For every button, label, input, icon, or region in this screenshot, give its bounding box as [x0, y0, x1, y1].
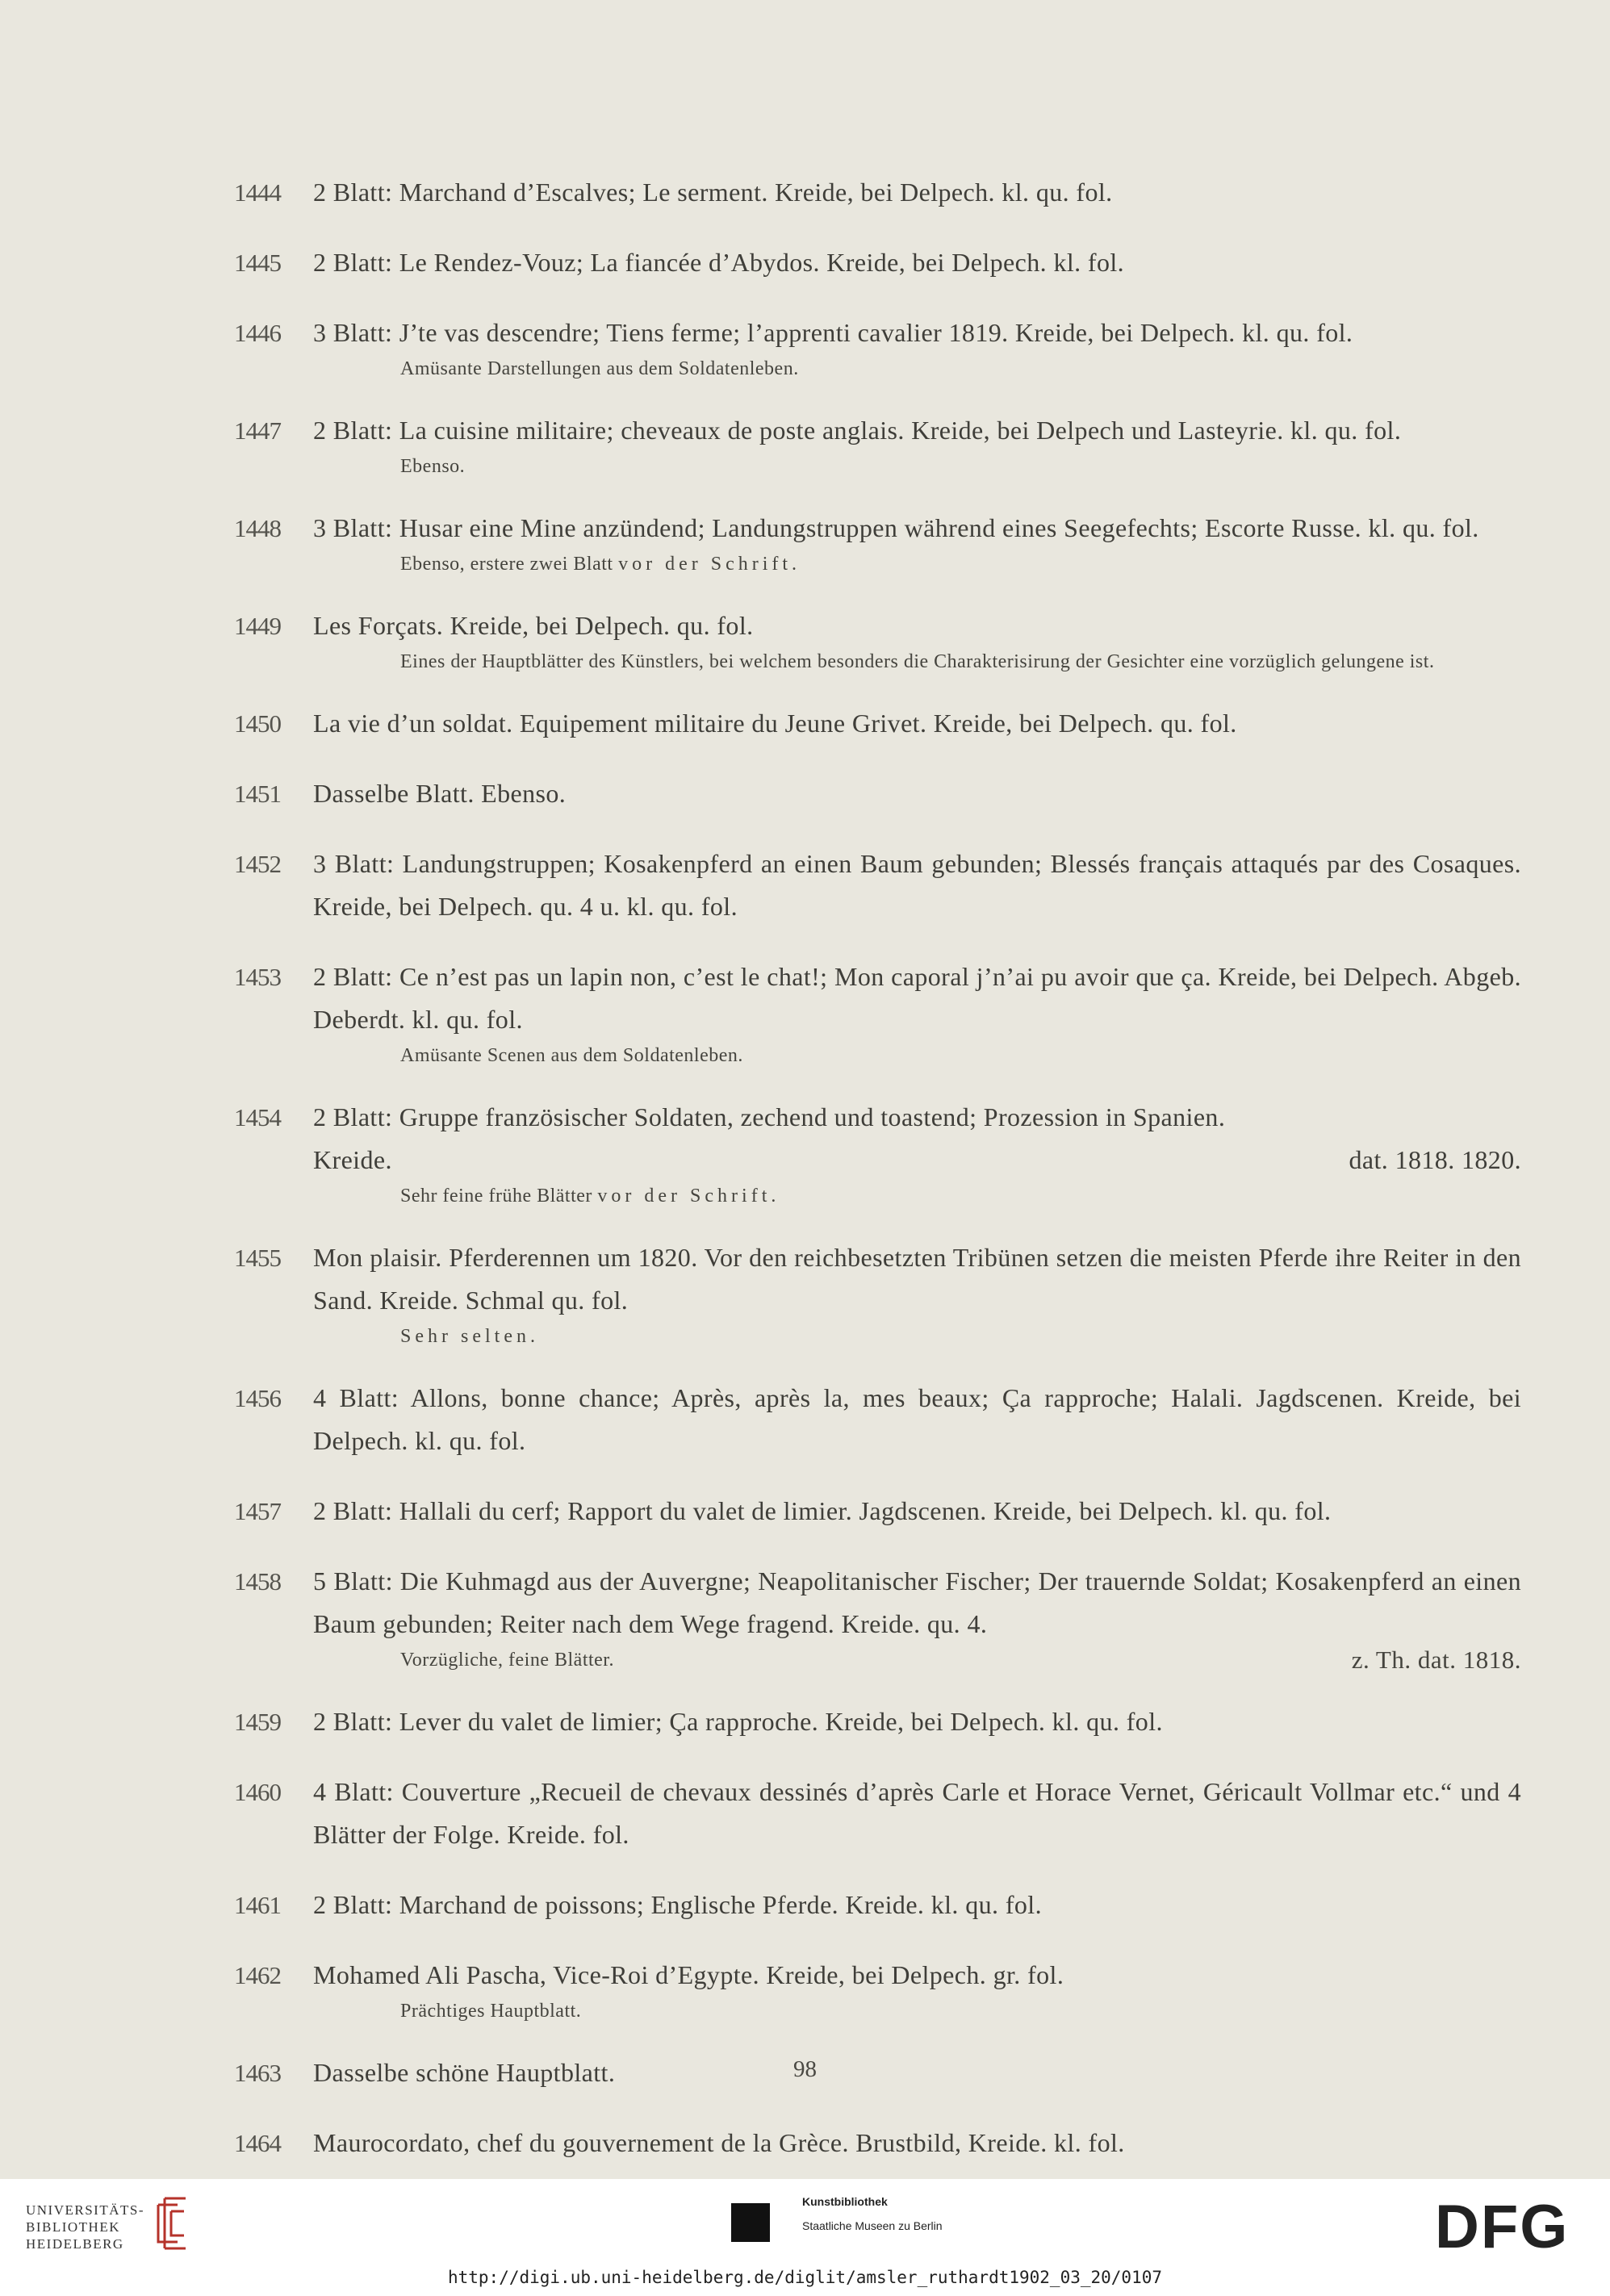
- catalog-entry: [234, 409, 1521, 479]
- entry-note-spaced: vor der Schrift.: [618, 554, 801, 575]
- entry-note: Amüsante Scenen aus dem Soldatenleben.: [400, 1045, 743, 1066]
- catalog-entry: [234, 1377, 1521, 1462]
- library-emblem-icon: [153, 2195, 189, 2252]
- catalog-entry: [234, 1771, 1521, 1856]
- catalog-entry: [234, 1560, 1521, 1673]
- kunstbibliothek-title[interactable]: Kunstbibliothek: [802, 2195, 888, 2208]
- entry-note-right: z. Th. dat. 1818.: [1351, 1646, 1521, 1674]
- entry-text: 3 Blatt: Husar eine Mine anzündend; Landungstruppen während eines Seegefechts; Escorte Russe. kl. qu. fol.: [313, 513, 1479, 542]
- entry-text: La vie d’un soldat. Equipement militaire du Jeune Grivet. Kreide, bei Delpech. qu. fol.: [313, 709, 1237, 738]
- entry-number: 1457: [234, 1497, 281, 1525]
- entry-text: 2 Blatt: Ce n’est pas un lapin non, c’est le chat!; Mon caporal j’n’ai pu avoir que ça. Kreide, bei Delpech. Abgeb. Deberdt. kl. qu. fol.: [313, 962, 1521, 1034]
- entry-number: 1456: [234, 1384, 281, 1412]
- entry-text: 3 Blatt: Landungstruppen; Kosakenpferd an einen Baum gebunden; Blessés français attaqués par des Cosaques. Kreide, bei Delpech. qu. 4 u. kl. qu. fol.: [313, 849, 1521, 921]
- entry-note: Prächtiges Hauptblatt.: [400, 2001, 582, 2022]
- entry-note: [313, 1324, 1521, 1349]
- entry-number: 1452: [234, 850, 281, 878]
- catalog-entry: [234, 507, 1521, 577]
- entry-text: 2 Blatt: Marchand d’Escalves; Le serment. Kreide, bei Delpech. kl. qu. fol.: [313, 178, 1113, 207]
- entry-text: Maurocordato, chef du gouvernement de la Grèce. Brustbild, Kreide. kl. fol.: [313, 2128, 1125, 2157]
- entry-number: 1454: [234, 1103, 281, 1131]
- entry-text: 4 Blatt: Couverture „Recueil de chevaux dessinés d’après Carle et Horace Vernet, Géricault Vollmar etc.“ und 4 Blätter der Folge. Kreide. fol.: [313, 1777, 1521, 1849]
- entry-number: 1463: [234, 2059, 281, 2087]
- entry-number: 1449: [234, 612, 281, 640]
- entry-number: 1444: [234, 178, 281, 207]
- entry-note: Ebenso.: [400, 456, 466, 477]
- entry-number: 1451: [234, 780, 281, 808]
- permalink-url[interactable]: http://digi.ub.uni-heidelberg.de/diglit/amsler_ruthardt1902_03_20/0107: [447, 2268, 1162, 2287]
- logo-line: BIBLIOTHEK: [26, 2219, 120, 2235]
- catalog-entry: [234, 956, 1521, 1069]
- entry-text: 2 Blatt: Hallali du cerf; Rapport du valet de limier. Jagdscenen. Kreide, bei Delpech. kl. qu. fol.: [313, 1496, 1332, 1525]
- entry-note-text: Ebenso, erstere zwei Blatt: [400, 554, 613, 575]
- entry-text: 3 Blatt: J’te vas descendre; Tiens ferme; l’apprenti cavalier 1819. Kreide, bei Delpech. kl. qu. fol.: [313, 318, 1353, 347]
- entry-number: 1447: [234, 416, 281, 445]
- catalog-entry: [234, 1954, 1521, 2024]
- catalog-entry: [234, 1700, 1521, 1743]
- catalog-entry: [234, 843, 1521, 928]
- entry-text: Dasselbe Blatt. Ebenso.: [313, 779, 567, 808]
- catalog-entries: [234, 171, 1521, 2192]
- entry-note: [313, 1647, 1521, 1673]
- entry-note-spaced: vor der Schrift.: [597, 1186, 780, 1207]
- entry-number: 1446: [234, 319, 281, 347]
- entry-text: 2 Blatt: La cuisine militaire; cheveaux de poste anglais. Kreide, bei Delpech und Lasteyrie. kl. qu. fol.: [313, 416, 1402, 445]
- entry-number: 1445: [234, 249, 281, 277]
- catalog-entry: [234, 702, 1521, 745]
- catalog-entry: [234, 772, 1521, 815]
- entry-text-line: [313, 1139, 1521, 1181]
- entry-number: 1455: [234, 1244, 281, 1272]
- entry-number: 1450: [234, 709, 281, 738]
- entry-number: 1448: [234, 514, 281, 542]
- entry-text: 4 Blatt: Allons, bonne chance; Après, après la, mes beaux; Ça rapproche; Halali. Jagdscenen. Kreide, bei Delpech. kl. qu. fol.: [313, 1383, 1521, 1455]
- entry-number: 1453: [234, 963, 281, 991]
- catalog-entry: [234, 1096, 1521, 1209]
- page-number: 98: [793, 2056, 817, 2082]
- entry-note: Eines der Hauptblätter des Künstlers, bei welchem besonders die Charakterisirung der Gesichter eine vorzüglich gelungene ist.: [400, 651, 1435, 672]
- entry-text: 2 Blatt: Gruppe französischer Soldaten, zechend und toastend; Prozession in Spanien.: [313, 1102, 1226, 1131]
- entry-text: Dasselbe schöne Hauptblatt.: [313, 2058, 616, 2087]
- entry-note-text: Sehr feine frühe Blätter: [400, 1186, 592, 1207]
- entry-note-spaced: Sehr selten.: [400, 1326, 539, 1347]
- dfg-logo[interactable]: DFG: [1435, 2193, 1570, 2261]
- catalog-entry: [234, 171, 1521, 214]
- entry-note: Amüsante Darstellungen aus dem Soldatenleben.: [400, 358, 799, 379]
- catalog-entry: [234, 312, 1521, 382]
- entry-number: 1461: [234, 1891, 281, 1919]
- entry-text: Les Forçats. Kreide, bei Delpech. qu. fol.: [313, 611, 754, 640]
- entry-text-right: dat. 1818. 1820.: [1349, 1145, 1521, 1174]
- entry-number: 1460: [234, 1778, 281, 1806]
- kunstbibliothek-icon: [731, 2203, 770, 2242]
- entry-number: 1464: [234, 2129, 281, 2157]
- catalog-entry: [234, 1490, 1521, 1533]
- entry-text: Mon plaisir. Pferderennen um 1820. Vor den reichbesetzten Tribünen setzen die meisten Pferde ihre Reiter in den Sand. Kreide. Schmal qu. fol.: [313, 1243, 1521, 1315]
- catalog-entry: [234, 1236, 1521, 1349]
- catalog-entry: [234, 241, 1521, 284]
- entry-note: [313, 551, 1521, 577]
- catalog-entry: [234, 2122, 1521, 2164]
- entry-text: 2 Blatt: Marchand de poissons; Englische Pferde. Kreide. kl. qu. fol.: [313, 1890, 1042, 1919]
- heidelberg-library-logo[interactable]: [26, 2202, 144, 2252]
- catalog-entry: [234, 1884, 1521, 1926]
- entry-note-text: Vorzügliche, feine Blätter.: [400, 1650, 614, 1671]
- entry-text: 5 Blatt: Die Kuhmagd aus der Auvergne; Neapolitanischer Fischer; Der trauernde Soldat; Kosakenpferd an einen Baum gebunden; Reiter nach dem Wege fragend. Kreide. qu. 4.: [313, 1566, 1521, 1638]
- entry-number: 1462: [234, 1961, 281, 1989]
- entry-text: 2 Blatt: Lever du valet de limier; Ça rapproche. Kreide, bei Delpech. kl. qu. fol.: [313, 1707, 1163, 1736]
- entry-note: [313, 1183, 1521, 1209]
- entry-number: 1459: [234, 1708, 281, 1736]
- entry-text-left: Kreide.: [313, 1145, 392, 1174]
- entry-text: Mohamed Ali Pascha, Vice-Roi d’Egypte. Kreide, bei Delpech. gr. fol.: [313, 1960, 1064, 1989]
- catalog-entry: [234, 604, 1521, 675]
- logo-line: UNIVERSITÄTS-: [26, 2202, 144, 2218]
- logo-line: HEIDELBERG: [26, 2236, 124, 2252]
- kunstbibliothek-subtitle: Staatliche Museen zu Berlin: [802, 2219, 943, 2232]
- entry-number: 1458: [234, 1567, 281, 1595]
- entry-text: 2 Blatt: Le Rendez-Vouz; La fiancée d’Abydos. Kreide, bei Delpech. kl. fol.: [313, 248, 1125, 277]
